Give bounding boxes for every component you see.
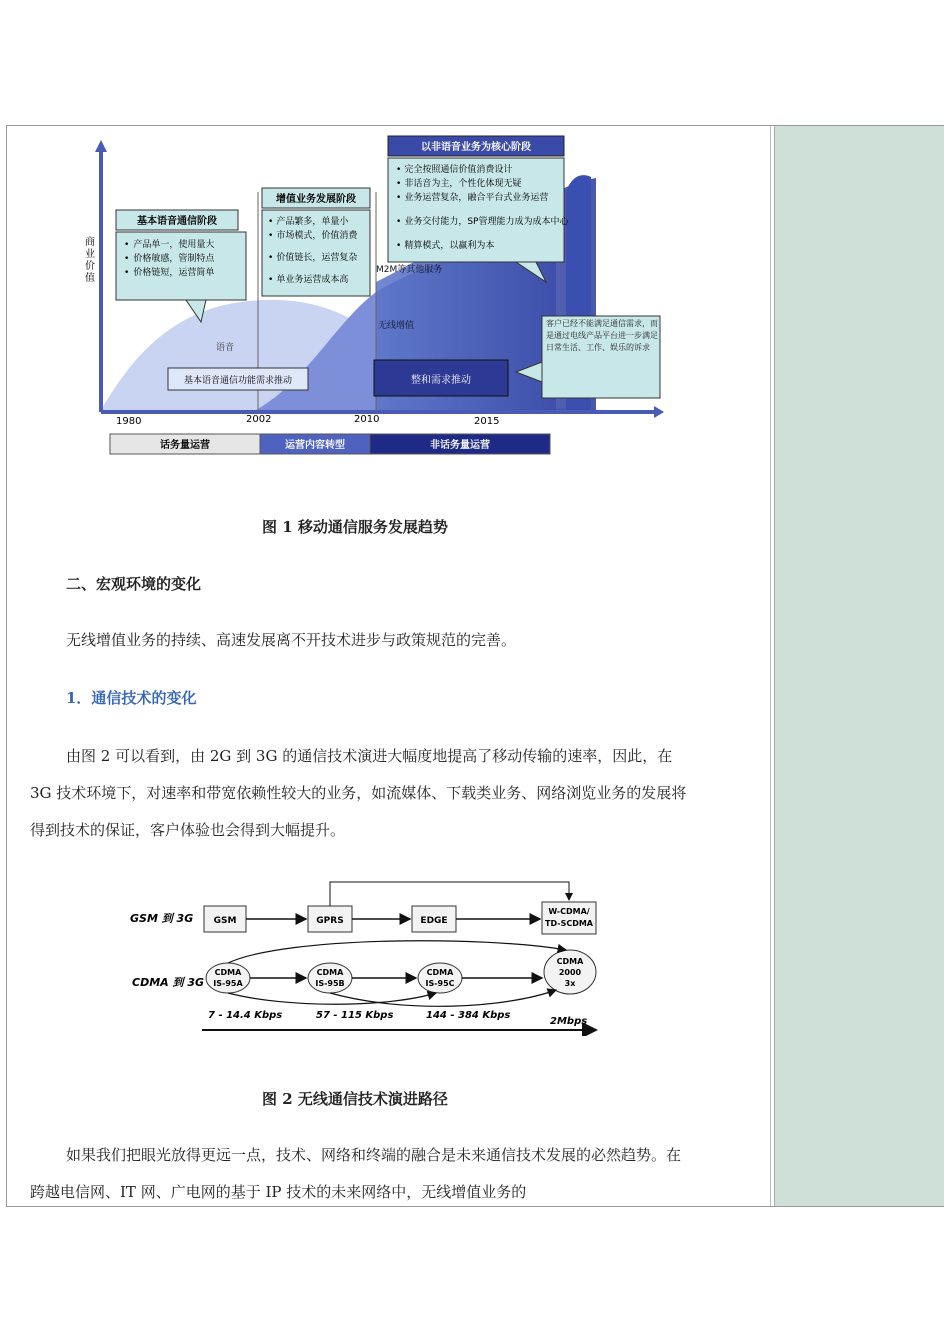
phase-2: 运营内容转型 bbox=[285, 440, 345, 451]
stage3-bullet: 业务运营复杂，融合平台式业务运营 bbox=[404, 193, 549, 203]
column-divider bbox=[770, 126, 771, 1206]
rate-label: 57 - 115 Kbps bbox=[316, 1010, 394, 1021]
stage3-bullet: 业务交付能力，SP管理能力成为成本中心 bbox=[404, 217, 569, 227]
stage2-bullet: 价值链长，运营复杂 bbox=[276, 253, 358, 263]
paragraph: 由图 2 可以看到，由 2G 到 3G 的通信技术演进大幅度地提高了移动传输的速率，因此，在 3G 技术环境下，对速率和带宽依赖性较大的业务，如流媒体、下载类业务、网络浏览业务的发展将得到技术的保证，客户体验也会得到大幅提升。 bbox=[30, 747, 687, 839]
year-1980: 1980 bbox=[116, 416, 142, 427]
year-2010: 2010 bbox=[354, 414, 380, 425]
svg-text:•价格敏感，管制特点: • 价格敏感，管制特点 bbox=[124, 254, 215, 264]
stage2-bullet: 产品繁多，单量小 bbox=[276, 217, 349, 227]
wireless-label: 无线增值 bbox=[378, 321, 415, 331]
svg-text:•价格链短，运营简单: • 价格链短，运营简单 bbox=[124, 268, 215, 278]
stage1-title: 基本语音通信阶段 bbox=[137, 216, 217, 227]
node-cdma-2000: CDMA bbox=[556, 957, 584, 966]
stage3-bullet: 非话音为主，个性化体现无疑 bbox=[404, 179, 522, 189]
paragraph: 无线增值业务的持续、高速发展离不开技术进步与政策规范的完善。 bbox=[66, 631, 517, 649]
node-cdma-2000: 2000 bbox=[558, 968, 582, 977]
y-axis-label bbox=[83, 235, 95, 284]
figure-1-chart bbox=[76, 132, 666, 462]
stage2-bullet: 市场模式，价值消费 bbox=[276, 231, 358, 241]
node-gprs: GPRS bbox=[316, 916, 344, 926]
figure-1-caption: 图 1 移动通信服务发展趋势 bbox=[262, 518, 448, 536]
node-wcdma: W-CDMA/ bbox=[548, 907, 590, 916]
node-edge: EDGE bbox=[420, 916, 448, 926]
svg-text:•完全按照通信价值消费设计: • 完全按照通信价值消费设计 bbox=[396, 165, 513, 175]
svg-text:•业务交付能力，SP管理能力成为成本中心: • 业务交付能力，SP管理能力成为成本中心 bbox=[396, 217, 569, 227]
stage1-bullet: 产品单一，使用量大 bbox=[133, 240, 215, 250]
svg-text:•单业务运营成本高: • 单业务运营成本高 bbox=[268, 275, 349, 285]
node-cdma-a: IS-95A bbox=[213, 979, 243, 988]
node-wcdma: TD-SCDMA bbox=[545, 919, 593, 928]
rate-label: 7 - 14.4 Kbps bbox=[208, 1010, 283, 1021]
node-cdma-b: CDMA bbox=[316, 968, 344, 977]
phase-3: 非话务量运营 bbox=[430, 440, 490, 451]
node-gsm: GSM bbox=[213, 916, 237, 926]
figure-2-caption: 图 2 无线通信技术演进路径 bbox=[262, 1090, 448, 1108]
year-2002: 2002 bbox=[246, 414, 272, 425]
phase-1: 话务量运营 bbox=[160, 440, 210, 451]
svg-text:•产品单一，使用量大: • 产品单一，使用量大 bbox=[124, 240, 215, 250]
box-integrate: 整和需求推动 bbox=[411, 375, 471, 386]
box-basic: 基本语音通信功能需求推动 bbox=[183, 376, 293, 386]
year-2015: 2015 bbox=[474, 416, 500, 427]
stage3-bullet: 完全按照通信价值消费设计 bbox=[404, 165, 513, 175]
svg-text:•非话音为主，个性化体现无疑: • 非话音为主，个性化体现无疑 bbox=[396, 179, 522, 189]
rate-label: 144 - 384 Kbps bbox=[426, 1010, 511, 1021]
stage3-title: 以非语音业务为核心阶段 bbox=[421, 142, 531, 153]
row-gsm-label: GSM 到 3G bbox=[130, 912, 194, 925]
note-text: 客户已经不能满足通信需求，而是通过电线产品平台进一步满足日常生活、工作、娱乐的诉求 bbox=[546, 319, 658, 352]
svg-text:•产品繁多，单量小: • 产品繁多，单量小 bbox=[268, 217, 349, 227]
node-cdma-c: CDMA bbox=[426, 968, 454, 977]
stage3-bullet: 精算模式，以赢利为本 bbox=[404, 241, 495, 251]
svg-text:•市场模式，价值消费: • 市场模式，价值消费 bbox=[268, 231, 358, 241]
node-cdma-2000: 3x bbox=[564, 979, 576, 988]
row-cdma-label: CDMA 到 3G bbox=[132, 976, 205, 989]
node-cdma-b: IS-95B bbox=[315, 979, 345, 988]
svg-text:•业务运营复杂，融合平台式业务运营: • 业务运营复杂，融合平台式业务运营 bbox=[396, 193, 549, 203]
m2m-label: M2M等其他服务 bbox=[376, 265, 443, 275]
sidebar-panel bbox=[774, 126, 944, 1206]
voice-label: 语音 bbox=[216, 343, 235, 353]
svg-text:商业价值: 商业价值 bbox=[82, 236, 94, 284]
rate-label: 2Mbps bbox=[550, 1016, 588, 1027]
stage2-bullet: 单业务运营成本高 bbox=[276, 275, 349, 285]
stage1-bullet: 价格链短，运营简单 bbox=[133, 268, 215, 278]
svg-text:•精算模式，以赢利为本: • 精算模式，以赢利为本 bbox=[396, 241, 495, 251]
section-heading: 二、宏观环境的变化 bbox=[66, 575, 202, 593]
subsection-heading: 1．通信技术的变化 bbox=[66, 689, 197, 707]
figure-2-diagram bbox=[126, 876, 606, 1036]
node-cdma-a: CDMA bbox=[214, 968, 242, 977]
stage1-bullet: 价格敏感，管制特点 bbox=[133, 254, 215, 264]
svg-text:•价值链长，运营复杂: • 价值链长，运营复杂 bbox=[268, 253, 358, 263]
paragraph: 如果我们把眼光放得更远一点，技术、网络和终端的融合是未来通信技术发展的必然趋势。在跨越电信网、IT 网、广电网的基于 IP 技术的未来网络中，无线增值业务的 bbox=[30, 1146, 682, 1201]
stage2-title: 增值业务发展阶段 bbox=[276, 194, 356, 205]
node-cdma-c: IS-95C bbox=[425, 979, 455, 988]
